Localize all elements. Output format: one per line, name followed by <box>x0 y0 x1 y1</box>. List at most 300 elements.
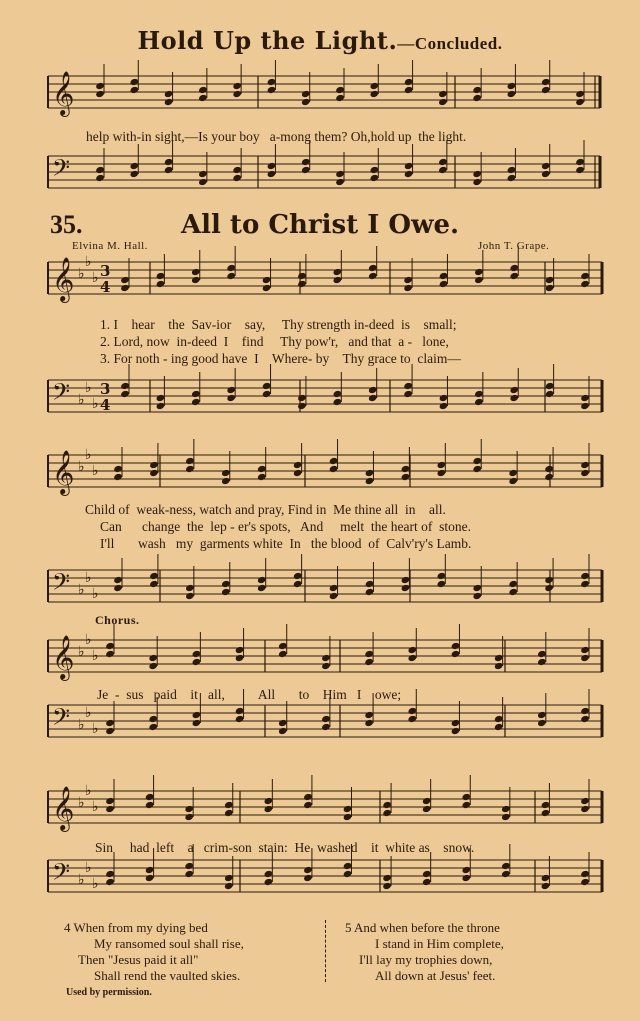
note-head <box>130 78 140 86</box>
note-head <box>501 870 511 878</box>
flat-sign: ♭ <box>78 266 85 282</box>
note-head <box>329 592 339 600</box>
time-signature-top: 3 <box>100 262 111 280</box>
note-head <box>297 394 307 402</box>
lyric-verse-2: Can change the lep - er's spots, And melt the heart of stone. <box>100 519 471 534</box>
flat-sign: ♭ <box>92 648 99 664</box>
note-head <box>343 870 353 878</box>
note-head <box>501 805 511 813</box>
note-head <box>264 870 274 878</box>
note-head <box>509 272 519 280</box>
note-head <box>257 576 267 584</box>
note-head <box>185 592 195 600</box>
treble-clef: 𝄞 <box>52 71 75 115</box>
flat-sign: ♭ <box>78 717 85 733</box>
composer: John T. Grape. <box>478 240 550 252</box>
note-head <box>508 588 518 596</box>
note-head <box>575 98 585 106</box>
flat-sign: ♭ <box>85 705 92 721</box>
verse-line: I stand in Him complete, <box>375 936 504 951</box>
note-head <box>403 284 413 292</box>
note-head <box>472 94 482 102</box>
flat-sign: ♭ <box>92 876 99 892</box>
note-head <box>403 382 413 390</box>
note-head <box>156 280 166 288</box>
note-head <box>365 477 375 485</box>
note-head <box>232 90 242 98</box>
note-head <box>343 813 353 821</box>
note-head <box>451 650 461 658</box>
time-signature-bottom: 4 <box>100 278 111 296</box>
note-head <box>278 727 288 735</box>
note-head <box>575 166 585 174</box>
note-head <box>509 386 519 394</box>
bass-clef: 𝄢 <box>52 154 71 187</box>
note-head <box>191 268 201 276</box>
note-head <box>365 580 375 588</box>
note-head <box>580 715 590 723</box>
note-head <box>368 386 378 394</box>
verse-divider <box>325 920 327 982</box>
verse-line: Shall rend the vaulted skies. <box>94 968 241 983</box>
note-head <box>422 870 432 878</box>
note-head <box>541 801 551 809</box>
note-head <box>105 878 115 886</box>
note-head <box>439 394 449 402</box>
note-head <box>508 477 518 485</box>
note-head <box>368 394 378 402</box>
note-head <box>267 86 277 94</box>
note-head <box>541 86 551 94</box>
note-head <box>164 90 174 98</box>
note-head <box>404 170 414 178</box>
note-head <box>422 797 432 805</box>
verse-line: My ransomed soul shall rise, <box>94 936 244 951</box>
note-head <box>226 264 236 272</box>
hymn-number: 35. <box>50 210 83 239</box>
flat-sign: ♭ <box>78 872 85 888</box>
verse-line: I'll lay my trophies down, <box>359 952 493 967</box>
note-head <box>335 86 345 94</box>
flat-sign: ♭ <box>85 860 92 876</box>
note-head <box>226 386 236 394</box>
flat-sign: ♭ <box>92 721 99 737</box>
note-head <box>221 477 231 485</box>
bass-clef: 𝄢 <box>52 568 71 601</box>
note-head <box>333 390 343 398</box>
note-head <box>439 272 449 280</box>
note-head <box>545 284 555 292</box>
note-head <box>226 394 236 402</box>
note-head <box>541 78 551 86</box>
note-head <box>184 862 194 870</box>
note-head <box>370 82 380 90</box>
note-head <box>545 390 555 398</box>
note-head <box>365 588 375 596</box>
note-head <box>257 584 267 592</box>
note-head <box>439 280 449 288</box>
note-head <box>474 276 484 284</box>
note-head <box>494 654 504 662</box>
verse-line: Then "Jesus paid it all" <box>78 952 199 967</box>
note-head <box>537 650 547 658</box>
note-head <box>580 797 590 805</box>
note-head <box>105 727 115 735</box>
note-head <box>224 874 234 882</box>
note-head <box>149 469 159 477</box>
bass-clef: 𝄢 <box>52 703 71 736</box>
note-head <box>105 797 115 805</box>
chorus-label: Chorus. <box>95 613 140 627</box>
note-head <box>185 465 195 473</box>
note-head <box>267 170 277 178</box>
note-head <box>257 473 267 481</box>
hymn-title: All to Christ I Owe. <box>180 210 460 240</box>
note-head <box>156 394 166 402</box>
note-head <box>575 158 585 166</box>
note-head <box>120 276 130 284</box>
note-head <box>537 711 547 719</box>
note-head <box>130 170 140 178</box>
note-head <box>343 805 353 813</box>
flat-sign: ♭ <box>78 795 85 811</box>
note-head <box>232 174 242 182</box>
flat-sign: ♭ <box>78 459 85 475</box>
note-head <box>407 654 417 662</box>
note-head <box>437 572 447 580</box>
note-head <box>301 98 311 106</box>
note-head <box>494 723 504 731</box>
note-head <box>368 272 378 280</box>
note-head <box>472 170 482 178</box>
lyric-verse-3: 3. For noth - ing good have I Where- by Thy grace to claim— <box>100 351 461 366</box>
note-head <box>321 723 331 731</box>
note-head <box>461 801 471 809</box>
note-head <box>232 166 242 174</box>
chorus-lyric-2: Sin had left a crim-son stain: He washed it white as snow. <box>95 840 475 855</box>
note-head <box>148 662 158 670</box>
note-head <box>235 646 245 654</box>
note-head <box>507 166 517 174</box>
note-head <box>120 390 130 398</box>
note-head <box>382 874 392 882</box>
note-head <box>407 715 417 723</box>
note-head <box>262 276 272 284</box>
note-head <box>437 469 447 477</box>
note-head <box>382 801 392 809</box>
note-head <box>335 178 345 186</box>
flat-sign: ♭ <box>92 586 99 602</box>
note-head <box>335 170 345 178</box>
verse-line: 5 And when before the throne <box>345 920 500 935</box>
note-head <box>278 642 288 650</box>
note-head <box>407 646 417 654</box>
note-head <box>382 809 392 817</box>
note-head <box>185 457 195 465</box>
note-head <box>192 658 202 666</box>
note-head <box>321 654 331 662</box>
note-head <box>335 94 345 102</box>
note-head <box>545 382 555 390</box>
verse-5 <box>345 920 504 984</box>
note-head <box>580 878 590 886</box>
note-head <box>221 469 231 477</box>
note-head <box>437 461 447 469</box>
note-head <box>278 650 288 658</box>
note-head <box>191 276 201 284</box>
note-head <box>293 469 303 477</box>
note-head <box>303 793 313 801</box>
treble-clef: 𝄞 <box>52 786 75 830</box>
verse-line: 4 When from my dying bed <box>64 920 208 935</box>
note-head <box>541 809 551 817</box>
lyric-verse-1: 1. I hear the Sav-ior say, Thy strength in-deed is small; <box>100 317 457 332</box>
note-head <box>438 90 448 98</box>
note-head <box>541 162 551 170</box>
note-head <box>148 723 158 731</box>
treble-clef: 𝄞 <box>52 257 75 301</box>
note-head <box>224 882 234 890</box>
treble-clef: 𝄞 <box>52 450 75 494</box>
note-head <box>235 654 245 662</box>
note-head <box>149 572 159 580</box>
permission-note: Used by permission. <box>66 987 152 998</box>
note-head <box>472 592 482 600</box>
bass-clef: 𝄢 <box>52 858 71 891</box>
note-head <box>333 398 343 406</box>
note-head <box>401 584 411 592</box>
note-head <box>580 580 590 588</box>
note-head <box>224 801 234 809</box>
note-head <box>120 382 130 390</box>
note-head <box>293 572 303 580</box>
note-head <box>472 86 482 94</box>
note-head <box>509 264 519 272</box>
note-head <box>580 870 590 878</box>
note-head <box>113 465 123 473</box>
note-head <box>232 82 242 90</box>
note-head <box>401 473 411 481</box>
note-head <box>580 272 590 280</box>
time-signature-top: 3 <box>100 380 111 398</box>
note-head <box>264 797 274 805</box>
note-head <box>297 402 307 410</box>
flat-sign: ♭ <box>92 463 99 479</box>
note-head <box>262 390 272 398</box>
note-head <box>541 874 551 882</box>
note-head <box>113 576 123 584</box>
note-head <box>95 90 105 98</box>
note-head <box>301 158 311 166</box>
note-head <box>221 588 231 596</box>
note-head <box>545 276 555 284</box>
note-head <box>461 866 471 874</box>
note-head <box>461 874 471 882</box>
note-head <box>301 90 311 98</box>
note-head <box>262 382 272 390</box>
note-head <box>333 276 343 284</box>
flat-sign: ♭ <box>92 799 99 815</box>
note-head <box>507 82 517 90</box>
note-head <box>451 719 461 727</box>
note-head <box>105 719 115 727</box>
note-head <box>575 90 585 98</box>
note-head <box>184 813 194 821</box>
note-head <box>198 178 208 186</box>
note-head <box>329 457 339 465</box>
note-head <box>580 654 590 662</box>
note-head <box>267 78 277 86</box>
note-head <box>422 878 432 886</box>
note-head <box>580 469 590 477</box>
note-head <box>267 162 277 170</box>
note-head <box>364 658 374 666</box>
note-head <box>364 650 374 658</box>
note-head <box>303 866 313 874</box>
note-head <box>365 469 375 477</box>
lyric-line: help with-in sight,—Is your boy a-mong them? Oh,hold up the light. <box>86 129 467 144</box>
note-head <box>401 465 411 473</box>
note-head <box>293 461 303 469</box>
verse-4 <box>64 920 244 984</box>
note-head <box>303 801 313 809</box>
note-head <box>191 398 201 406</box>
note-head <box>438 158 448 166</box>
note-head <box>472 584 482 592</box>
bass-clef: 𝄢 <box>52 378 71 411</box>
flat-sign: ♭ <box>85 380 92 396</box>
note-head <box>404 78 414 86</box>
note-head <box>451 642 461 650</box>
note-head <box>95 174 105 182</box>
note-head <box>130 86 140 94</box>
note-head <box>508 580 518 588</box>
note-head <box>198 170 208 178</box>
note-head <box>537 658 547 666</box>
note-head <box>474 390 484 398</box>
note-head <box>198 86 208 94</box>
note-head <box>95 82 105 90</box>
note-head <box>580 646 590 654</box>
note-head <box>382 882 392 890</box>
note-head <box>438 166 448 174</box>
note-head <box>156 272 166 280</box>
note-head <box>293 580 303 588</box>
flat-sign: ♭ <box>85 447 92 463</box>
verse-line: All down at Jesus' feet. <box>375 968 496 983</box>
flat-sign: ♭ <box>85 570 92 586</box>
note-head <box>407 707 417 715</box>
note-head <box>438 98 448 106</box>
note-head <box>145 874 155 882</box>
lyric-verse-1: Child of weak-ness, watch and pray, Find in Me thine all in all. <box>85 502 446 517</box>
note-head <box>404 86 414 94</box>
note-head <box>145 793 155 801</box>
note-head <box>580 402 590 410</box>
note-head <box>192 711 202 719</box>
note-head <box>262 284 272 292</box>
note-head <box>544 473 554 481</box>
note-head <box>145 801 155 809</box>
flat-sign: ♭ <box>85 254 92 270</box>
lyric-verse-2: 2. Lord, now in-deed I find Thy pow'r, and that a - lone, <box>100 334 449 349</box>
note-head <box>105 642 115 650</box>
note-head <box>145 866 155 874</box>
note-head <box>343 862 353 870</box>
note-head <box>370 166 380 174</box>
chorus-lyric-1: Je - sus paid it all, All to Him I owe; <box>97 687 402 702</box>
note-head <box>333 268 343 276</box>
note-head <box>164 166 174 174</box>
note-head <box>192 719 202 727</box>
note-head <box>198 94 208 102</box>
note-head <box>120 284 130 292</box>
note-head <box>303 874 313 882</box>
note-head <box>544 576 554 584</box>
note-head <box>235 715 245 723</box>
note-head <box>185 584 195 592</box>
note-head <box>164 98 174 106</box>
title-main: Hold Up the Light. <box>137 26 398 55</box>
note-head <box>264 805 274 813</box>
note-head <box>95 166 105 174</box>
note-head <box>364 719 374 727</box>
note-head <box>507 90 517 98</box>
treble-clef: 𝄞 <box>52 635 75 679</box>
note-head <box>329 465 339 473</box>
note-head <box>164 158 174 166</box>
note-head <box>508 469 518 477</box>
note-head <box>494 715 504 723</box>
note-head <box>301 166 311 174</box>
note-head <box>437 580 447 588</box>
note-head <box>541 170 551 178</box>
note-head <box>541 882 551 890</box>
note-head <box>297 280 307 288</box>
flat-sign: ♭ <box>78 644 85 660</box>
flat-sign: ♭ <box>78 392 85 408</box>
note-head <box>507 174 517 182</box>
note-head <box>401 576 411 584</box>
note-head <box>184 870 194 878</box>
note-head <box>105 870 115 878</box>
note-head <box>149 580 159 588</box>
note-head <box>472 465 482 473</box>
note-head <box>257 465 267 473</box>
flat-sign: ♭ <box>85 632 92 648</box>
note-head <box>368 264 378 272</box>
note-head <box>321 662 331 670</box>
flat-sign: ♭ <box>78 582 85 598</box>
note-head <box>439 402 449 410</box>
note-head <box>494 662 504 670</box>
note-head <box>580 461 590 469</box>
note-head <box>537 719 547 727</box>
note-head <box>474 268 484 276</box>
note-head <box>509 394 519 402</box>
note-head <box>370 174 380 182</box>
note-head <box>501 813 511 821</box>
note-head <box>148 654 158 662</box>
flat-sign: ♭ <box>85 783 92 799</box>
note-head <box>184 805 194 813</box>
note-head <box>422 805 432 813</box>
note-head <box>226 272 236 280</box>
note-head <box>329 584 339 592</box>
note-head <box>321 715 331 723</box>
note-head <box>580 280 590 288</box>
note-head <box>580 394 590 402</box>
